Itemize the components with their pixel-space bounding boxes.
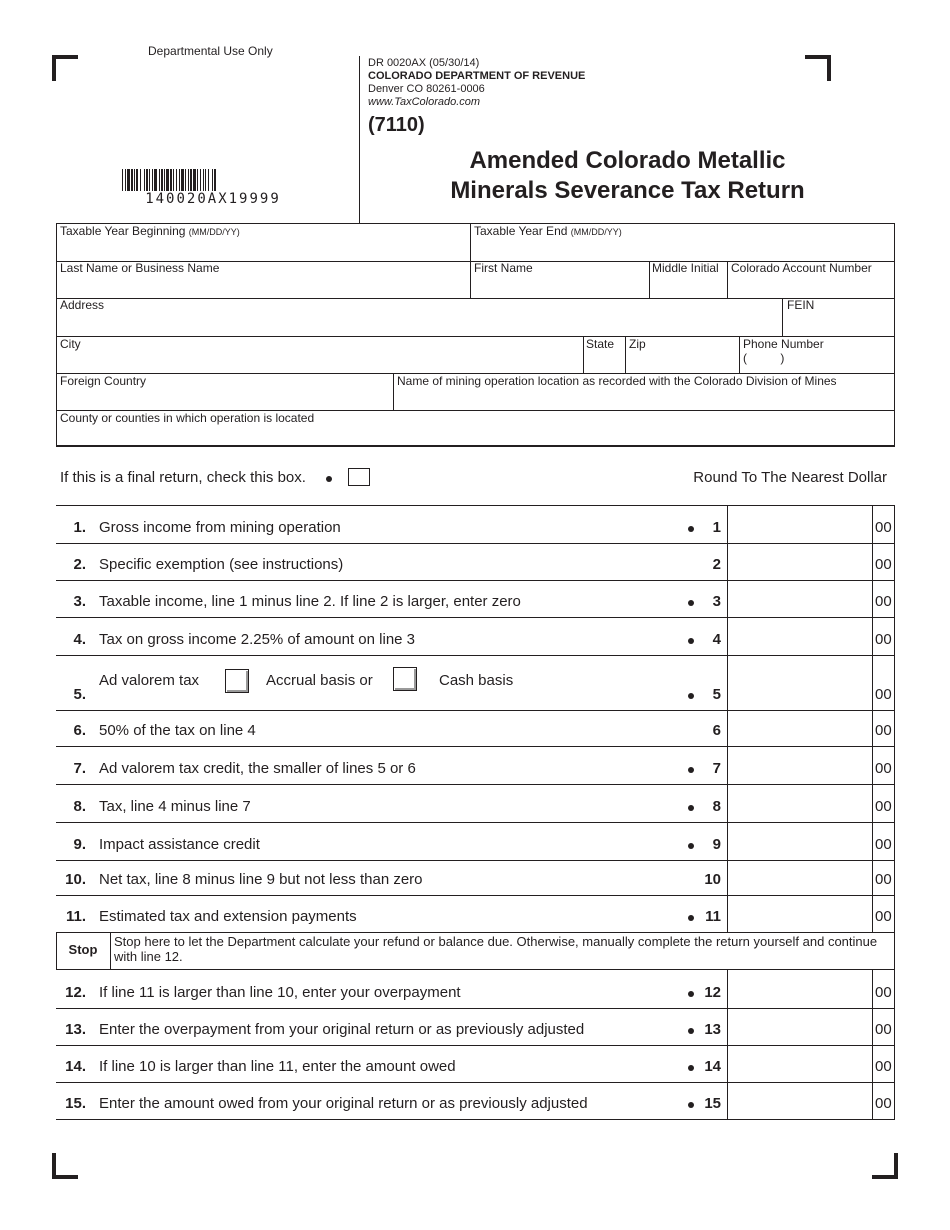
mining-location-field[interactable]: Name of mining operation location as recorded with the Colorado Division of Mines bbox=[397, 374, 837, 388]
cents-divider bbox=[872, 1045, 873, 1082]
line-number: 15. bbox=[65, 1095, 86, 1112]
cents-placeholder: 00 bbox=[875, 686, 892, 703]
cents-placeholder: 00 bbox=[875, 1058, 892, 1075]
line-9-amount-input[interactable] bbox=[728, 822, 872, 860]
address-field[interactable]: Address bbox=[60, 298, 105, 312]
phone-area-code: ( ) bbox=[743, 351, 785, 365]
cents-divider bbox=[872, 655, 873, 710]
line-number: 11. bbox=[65, 908, 86, 925]
amount-box-right bbox=[894, 543, 895, 580]
amount-box-right bbox=[894, 617, 895, 655]
form-title-line2: Minerals Severance Tax Return bbox=[450, 177, 805, 204]
account-number-field[interactable]: Colorado Account Number bbox=[731, 261, 872, 275]
box-number: 2 bbox=[712, 556, 721, 573]
line-number: 6. bbox=[73, 722, 86, 739]
line-description: Ad valorem tax bbox=[99, 672, 200, 689]
amount-box-right bbox=[894, 822, 895, 860]
stop-instructions: Stop here to let the Department calculate your refund or balance due. Otherwise, manually complete the return yourself and continue with line 12. bbox=[114, 934, 878, 964]
line-description: 50% of the tax on line 4 bbox=[99, 722, 256, 739]
crop-mark-bottom-right bbox=[872, 1153, 898, 1179]
form-id: DR 0020AX (05/30/14) bbox=[368, 57, 480, 69]
line-10-amount-input[interactable] bbox=[728, 860, 872, 895]
phone-label: Phone Number bbox=[743, 337, 824, 351]
line-number: 1. bbox=[73, 519, 86, 536]
box-number: 15 bbox=[704, 1095, 721, 1112]
line-3-amount-input[interactable] bbox=[728, 580, 872, 617]
tax-year-end-field[interactable]: Taxable Year End (MM/DD/YY) bbox=[474, 224, 622, 238]
city-field[interactable]: City bbox=[60, 337, 81, 351]
cents-placeholder: 00 bbox=[875, 908, 892, 925]
barcode-text: 140020AX19999 bbox=[145, 191, 281, 207]
cents-divider bbox=[872, 1082, 873, 1119]
crop-mark-bottom-left bbox=[52, 1153, 78, 1179]
foreign-country-field[interactable]: Foreign Country bbox=[60, 374, 147, 388]
box-number: 6 bbox=[712, 722, 721, 739]
state-field[interactable]: State bbox=[586, 337, 615, 351]
cents-placeholder: 00 bbox=[875, 836, 892, 853]
line-1-amount-input[interactable] bbox=[728, 505, 872, 543]
line-description: Tax on gross income 2.25% of amount on line 3 bbox=[99, 631, 416, 648]
box-number: 9 bbox=[712, 836, 721, 853]
first-name-field[interactable]: First Name bbox=[474, 261, 533, 275]
line-14-amount-input[interactable] bbox=[728, 1045, 872, 1082]
form-title bbox=[420, 146, 835, 206]
cents-divider bbox=[872, 784, 873, 822]
line-number: 10. bbox=[65, 871, 86, 888]
line-number: 2. bbox=[73, 556, 86, 573]
line-description: Net tax, line 8 minus line 9 but not less than zero bbox=[99, 871, 423, 888]
cents-placeholder: 00 bbox=[875, 984, 892, 1001]
line-description: Enter the amount owed from your original return or as previously adjusted bbox=[99, 1095, 588, 1112]
box-number: 8 bbox=[712, 798, 721, 815]
barcode-image bbox=[122, 169, 304, 193]
cents-placeholder: 00 bbox=[875, 722, 892, 739]
agency-name: COLORADO DEPARTMENT OF REVENUE bbox=[368, 70, 586, 82]
line-description: Specific exemption (see instructions) bbox=[99, 556, 344, 573]
cents-divider bbox=[872, 822, 873, 860]
line-13-amount-input[interactable] bbox=[728, 1008, 872, 1045]
cents-divider bbox=[872, 895, 873, 932]
amount-box-right bbox=[894, 1082, 895, 1119]
box-number: 10 bbox=[704, 871, 721, 888]
form-code: (7110) bbox=[368, 114, 425, 136]
amount-box-right bbox=[894, 1045, 895, 1082]
cents-placeholder: 00 bbox=[875, 760, 892, 777]
line-description: Tax, line 4 minus line 7 bbox=[99, 798, 251, 815]
cents-divider bbox=[872, 746, 873, 784]
line-11-amount-input[interactable] bbox=[728, 895, 872, 932]
amount-box-right bbox=[894, 895, 895, 932]
amount-box-right bbox=[894, 970, 895, 1008]
fein-field[interactable]: FEIN bbox=[787, 298, 815, 312]
header-divider bbox=[359, 56, 360, 223]
cents-placeholder: 00 bbox=[875, 631, 892, 648]
agency-website: www.TaxColorado.com bbox=[368, 96, 481, 108]
tax-year-begin-field[interactable]: Taxable Year Beginning (MM/DD/YY) bbox=[60, 224, 240, 238]
line-description: Ad valorem tax credit, the smaller of lines 5 or 6 bbox=[99, 760, 416, 777]
line-number: 3. bbox=[73, 593, 86, 610]
accrual-basis-checkbox[interactable] bbox=[225, 669, 249, 693]
amount-box-right bbox=[894, 505, 895, 543]
line-4-amount-input[interactable] bbox=[728, 617, 872, 655]
line-number: 12. bbox=[65, 984, 86, 1001]
crop-mark-top-left bbox=[52, 55, 78, 81]
line-description: Gross income from mining operation bbox=[99, 519, 341, 536]
amount-box-right bbox=[894, 1008, 895, 1045]
accrual-basis-label: Accrual basis or bbox=[266, 672, 373, 689]
box-number: 5 bbox=[712, 686, 721, 703]
amount-box-right bbox=[894, 784, 895, 822]
line-number: 14. bbox=[65, 1058, 86, 1075]
amount-box-right bbox=[894, 580, 895, 617]
cents-placeholder: 00 bbox=[875, 519, 892, 536]
row-rule bbox=[56, 1119, 895, 1120]
cents-placeholder: 00 bbox=[875, 871, 892, 888]
cents-placeholder: 00 bbox=[875, 556, 892, 573]
cash-basis-checkbox[interactable] bbox=[393, 667, 417, 691]
line-5-amount-input[interactable] bbox=[728, 655, 872, 710]
line-number: 5. bbox=[73, 686, 86, 703]
line-number: 13. bbox=[65, 1021, 86, 1038]
box-number: 11 bbox=[705, 908, 721, 925]
cents-placeholder: 00 bbox=[875, 593, 892, 610]
line-2-amount-input[interactable] bbox=[728, 543, 872, 580]
line-description: Impact assistance credit bbox=[99, 836, 260, 853]
county-field[interactable]: County or counties in which operation is located bbox=[60, 411, 315, 425]
line-number: 9. bbox=[73, 836, 86, 853]
line-8-amount-input[interactable] bbox=[728, 784, 872, 822]
box-number: 3 bbox=[712, 593, 721, 610]
line-7-amount-input[interactable] bbox=[728, 746, 872, 784]
last-name-field[interactable]: Last Name or Business Name bbox=[60, 261, 220, 275]
line-12-amount-input[interactable] bbox=[728, 970, 872, 1008]
cents-divider bbox=[872, 860, 873, 895]
line-number: 4. bbox=[73, 631, 86, 648]
line-15-amount-input[interactable] bbox=[728, 1082, 872, 1119]
cents-divider bbox=[872, 617, 873, 655]
amount-box-right bbox=[894, 710, 895, 746]
line-description: Enter the overpayment from your original return or as previously adjusted bbox=[99, 1021, 585, 1038]
amount-box-right bbox=[894, 746, 895, 784]
agency-address: Denver CO 80261-0006 bbox=[368, 83, 485, 95]
line-description: Taxable income, line 1 minus line 2. If line 2 is larger, enter zero bbox=[99, 593, 521, 610]
cents-divider bbox=[872, 505, 873, 543]
cents-divider bbox=[872, 970, 873, 1008]
box-number: 4 bbox=[712, 631, 721, 648]
middle-initial-field[interactable]: Middle Initial bbox=[652, 261, 719, 275]
cents-divider bbox=[872, 543, 873, 580]
phone-field[interactable] bbox=[743, 337, 824, 365]
form-title-line1: Amended Colorado Metallic bbox=[469, 147, 786, 174]
final-return-checkbox[interactable] bbox=[348, 468, 370, 486]
final-return-label: If this is a final return, check this box. bbox=[60, 469, 306, 486]
box-number: 1 bbox=[712, 519, 721, 536]
crop-mark-top-right bbox=[805, 55, 831, 81]
cents-placeholder: 00 bbox=[875, 1095, 892, 1112]
cents-divider bbox=[872, 1008, 873, 1045]
amount-box-right bbox=[894, 860, 895, 895]
stop-label: Stop bbox=[68, 942, 98, 957]
amount-box-right bbox=[894, 655, 895, 710]
cash-basis-label: Cash basis bbox=[439, 672, 514, 689]
cents-placeholder: 00 bbox=[875, 1021, 892, 1038]
required-bullet bbox=[326, 476, 332, 482]
box-number: 14 bbox=[704, 1058, 721, 1075]
line-description: Estimated tax and extension payments bbox=[99, 908, 357, 925]
box-number: 13 bbox=[704, 1021, 721, 1038]
line-6-amount-input[interactable] bbox=[728, 710, 872, 746]
cents-divider bbox=[872, 580, 873, 617]
line-description: If line 10 is larger than line 11, enter the amount owed bbox=[99, 1058, 456, 1075]
box-number: 7 bbox=[712, 760, 721, 777]
cents-placeholder: 00 bbox=[875, 798, 892, 815]
box-number: 12 bbox=[704, 984, 721, 1001]
cents-divider bbox=[872, 710, 873, 746]
zip-field[interactable]: Zip bbox=[629, 337, 646, 351]
round-note: Round To The Nearest Dollar bbox=[693, 469, 887, 486]
line-number: 7. bbox=[73, 760, 86, 777]
departmental-use-label: Departmental Use Only bbox=[148, 44, 273, 58]
line-number: 8. bbox=[73, 798, 86, 815]
line-description: If line 11 is larger than line 10, enter your overpayment bbox=[99, 984, 461, 1001]
